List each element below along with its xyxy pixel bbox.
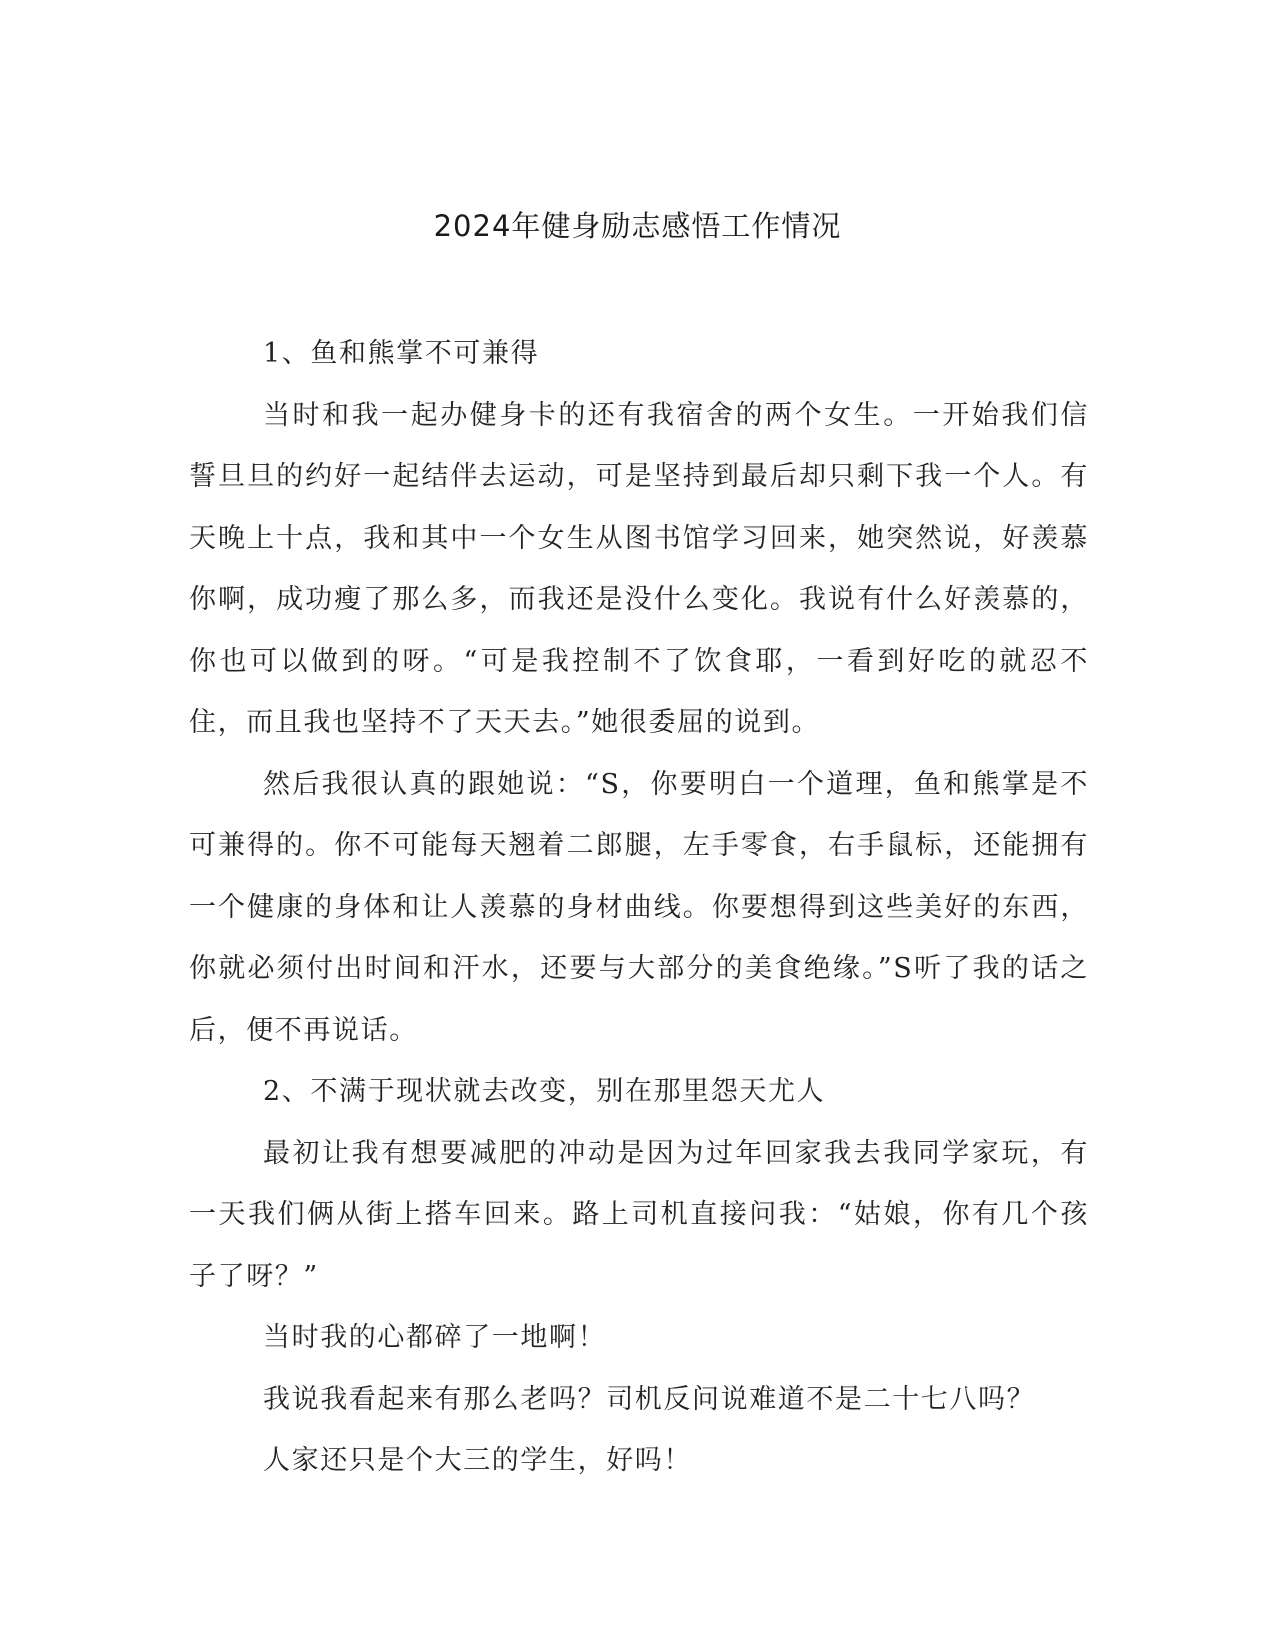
paragraph: 我说我看起来有那么老吗？司机反问说难道不是二十七八吗？ <box>263 1383 1036 1415</box>
paragraph: 然后我很认真的跟她说：“S，你要明白一个道理，鱼和熊掌是不可兼得的。你不可能每天翘着二郎腿，左手零食，右手鼠标，还能拥有一个健康的身体和让人羡慕的身材曲线。你要想得到这些美好的东西，你就必须付出时间和汗水，还要与大部分的美食绝缘。”S听了我的话之后，便不再说话。 <box>189 768 1089 1046</box>
document-body <box>189 323 1089 1492</box>
paragraph: 人家还只是个大三的学生，好吗！ <box>263 1445 692 1476</box>
section-heading: 1、鱼和熊掌不可兼得 <box>263 338 540 369</box>
document-title: 2024年健身励志感悟工作情况 <box>433 209 842 243</box>
paragraph: 当时和我一起办健身卡的还有我宿舍的两个女生。一开始我们信誓旦旦的约好一起结伴去运动，可是坚持到最后却只剩下我一个人。有天晚上十点，我和其中一个女生从图书馆学习回来，她突然说，好羡慕你啊，成功瘦了那么多，而我还是没什么变化。我说有什么好羡慕的，你也可以做到的呀。“可是我控制不了饮食耶，一看到好吃的就忍不住，而且我也坚持不了天天去。”她很委屈的说到。 <box>189 399 1089 738</box>
section-heading: 2、不满于现状就去改变，别在那里怨天尤人 <box>263 1076 826 1107</box>
paragraph: 当时我的心都碎了一地啊！ <box>263 1322 607 1353</box>
paragraph: 最初让我有想要减肥的冲动是因为过年回家我去我同学家玩，有一天我们俩从街上搭车回来。路上司机直接问我：“姑娘，你有几个孩子了呀？” <box>189 1137 1089 1292</box>
